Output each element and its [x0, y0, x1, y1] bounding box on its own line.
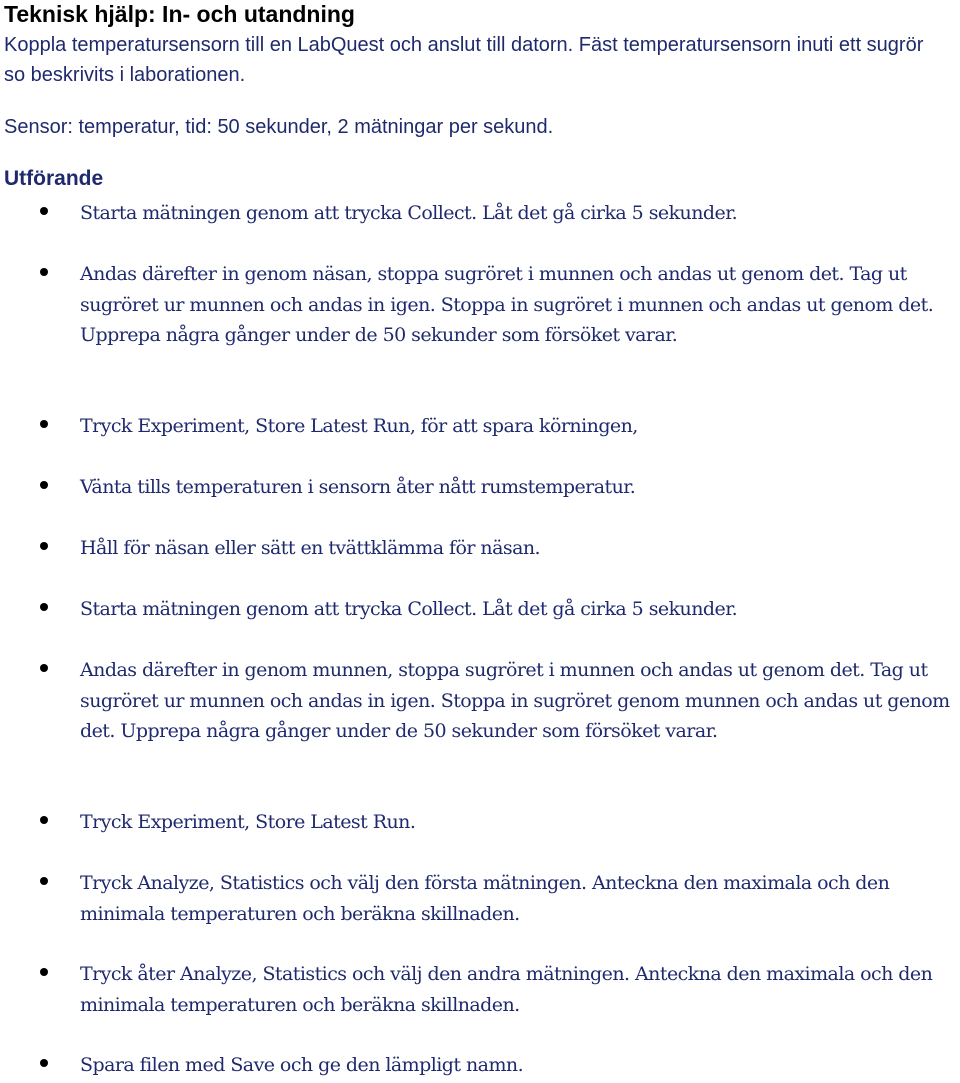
step-text: Vänta tills temperaturen i sensorn åter nått rumstemperatur. — [80, 476, 636, 498]
bullet-icon — [40, 1059, 48, 1067]
bullet-icon — [40, 207, 48, 215]
intro-paragraph: Koppla temperatursensorn till en LabQuest och anslut till datorn. Fäst temperatursensorn inuti ett sugrör so beskrivits i laborationen. — [4, 34, 924, 86]
step-text: Tryck åter Analyze, Statistics och välj den andra mätningen. Anteckna den maximala och den minimala temperaturen och beräkna skillnaden. — [80, 963, 933, 1016]
step-text: Tryck Analyze, Statistics och välj den första mätningen. Anteckna den maximala och den minimala temperaturen och beräkna skillnaden. — [80, 872, 890, 925]
bullet-icon — [40, 268, 48, 276]
sensor-settings-line: Sensor: temperatur, tid: 50 sekunder, 2 mätningar per sekund. — [4, 116, 554, 138]
bullet-icon — [40, 542, 48, 550]
bullet-icon — [40, 877, 48, 885]
section-heading-utforande: Utförande — [4, 167, 104, 190]
step-text: Starta mätningen genom att trycka Collect. Låt det gå cirka 5 sekunder. — [80, 598, 738, 620]
step-text: Tryck Experiment, Store Latest Run. — [80, 811, 416, 833]
bullet-icon — [40, 603, 48, 611]
bullet-icon — [40, 420, 48, 428]
bullet-icon — [40, 481, 48, 489]
step-text: Starta mätningen genom att trycka Collect. Låt det gå cirka 5 sekunder. — [80, 202, 738, 224]
bullet-icon — [40, 664, 48, 672]
bullet-icon — [40, 816, 48, 824]
step-text: Andas därefter in genom näsan, stoppa sugröret i munnen och andas ut genom det. Tag ut sugröret ur munnen och andas in igen. Stoppa in sugröret i munnen och andas ut genom det. Upprepa några gånger under de 50 sekunder som försöket varar. — [80, 263, 934, 347]
page-title: Teknisk hjälp: In- och utandning — [4, 1, 355, 27]
step-text: Håll för näsan eller sätt en tvättklämma för näsan. — [80, 537, 541, 559]
bullet-icon — [40, 968, 48, 976]
step-text: Tryck Experiment, Store Latest Run, för att spara körningen, — [80, 415, 638, 437]
step-text: Andas därefter in genom munnen, stoppa sugröret i munnen och andas ut genom det. Tag ut sugröret ur munnen och andas in igen. Stoppa in sugröret genom munnen och andas ut genom det. Upprepa några gånger under de 50 sekunder som försöket varar. — [80, 659, 950, 743]
step-text: Spara filen med Save och ge den lämpligt namn. — [80, 1054, 524, 1076]
